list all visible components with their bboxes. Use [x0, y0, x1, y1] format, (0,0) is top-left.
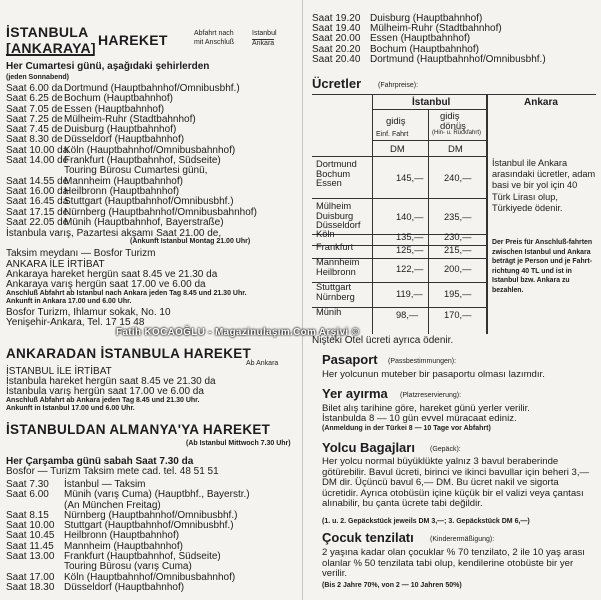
schedule-destination: Essen (Hauptbahnhof) [64, 103, 165, 115]
dm-label-2: DM [448, 144, 463, 155]
price-round-trip: 200,— [444, 264, 472, 274]
schedule-time: Saat 22.05 de [6, 216, 69, 228]
schedule-to-istanbul [6, 84, 298, 228]
title-istanbula: İSTANBULA [6, 24, 89, 40]
price-round-trip: 170,— [444, 309, 472, 320]
schedule-time: Saat 14.00 de [6, 155, 69, 167]
istanbula-varis: İstanbula varış, Pazartesi akşamı Saat 21.00 de, [6, 228, 222, 239]
header-mit-anschluss: mit Anschluß [194, 39, 235, 46]
bosfor-taksim-line: Bosfor — Turizm Taksim mete cad. tel. 48 51 51 [6, 466, 219, 477]
ankara-varis-line: Ankaraya varış hergün saat 17.00 ve 6.00 da [6, 279, 206, 290]
schedule-destination: Touring Bürosu Cumartesi günü, [64, 165, 208, 177]
price-city: Frankfurt [316, 242, 354, 252]
price-one-way: 140,— [396, 212, 424, 222]
schedule-time: Saat 20.40 [312, 53, 361, 65]
ab-istanbul-mittwoch: (Ab Istanbul Mittwoch 7.30 Uhr) [186, 440, 291, 447]
schedule-destination: Mannheim (Hauptbahnhof) [64, 540, 183, 552]
bosfor-address: Bosfor Turizm, Ihlamur sokak, No. 10 [6, 307, 171, 318]
schedule-time: Saat 18.30 [6, 581, 55, 593]
bagaj-note: (1. u. 2. Gepäckstück jeweils DM 3,—; 3. Gepäckstück DM 6,—) [322, 518, 530, 525]
header-ankara: Ankara [252, 40, 275, 47]
yer-ayirma-heading: Yer ayırma [322, 386, 388, 401]
col-ankara: Ankara [524, 97, 558, 108]
schedule-destination: Düsseldorf (Hauptbahnhof) [64, 134, 185, 146]
ankara-hareket-line: Ankaraya hareket hergün saat 8.45 ve 21.30 da [6, 269, 218, 280]
ankara-anschluss-note: Anschluß Abfahrt ab Istanbul nach Ankara jeden Tag 8.45 und 21.30 Uhr. [6, 290, 247, 297]
price-row-separator [312, 198, 486, 199]
schedule-time: Saat 19.40 [312, 23, 361, 35]
schedule-destination: Stuttgart (Hauptbahnhof/Omnibusbhf.) [64, 520, 234, 532]
price-round-trip: 215,— [444, 244, 472, 255]
schedule-time: Saat 8.15 [6, 509, 49, 521]
schedule-row [6, 583, 298, 593]
bagaj-heading: Yolcu Bagajları [322, 440, 415, 455]
yer-ayirma-de: (Platzreservierung): [400, 392, 462, 399]
cumartesi-line: Her Cumartesi günü, aşağıdaki şehirlerden [6, 61, 210, 72]
price-one-way: 119,— [396, 289, 423, 299]
schedule-to-germany [6, 480, 298, 593]
schedule-time: Saat 11.45 [6, 540, 54, 552]
price-one-way: 125,— [396, 244, 424, 255]
schedule-destination: Stuttgart (Hauptbahnhof/Omnibusbhf.) [64, 196, 234, 208]
watermark-text: Fatih KOCAOĞLU - Magazinulaşım.Com Arşivi © [116, 327, 360, 338]
schedule-time: Saat 7.25 de [6, 113, 63, 125]
schedule-time: Saat 7.05 de [6, 103, 63, 115]
schedule-destination: (An München Freitag) [64, 499, 161, 511]
schedule-destination: Mülheim-Ruhr (Stadtbahnhof) [370, 23, 502, 35]
price-one-way: 98,— [396, 309, 419, 320]
column-divider [302, 0, 303, 600]
section-almanya-title: İSTANBULDAN ALMANYA'YA HAREKET [6, 422, 271, 437]
schedule-time: Saat 10.00 [6, 520, 55, 532]
cocuk-text: 2 yaşına kadar olan çocuklar % 70 tenzilato, 2 ile 10 yaş arası olanlar % 50 tenzilata tabi olup, kendilerine otobüste bir yer verilir. [322, 547, 585, 580]
price-round-trip: 240,— [444, 173, 472, 183]
schedule-destination: Bochum (Hauptbahnhof) [370, 43, 479, 55]
cocuk-de: (Kinderermäßigung): [430, 536, 495, 543]
schedule-destination: Heilbronn (Hauptbahnhof) [64, 185, 180, 197]
schedule-time: Saat 7.30 [6, 479, 49, 490]
schedule-time: Saat 16.45 da [6, 196, 69, 208]
title-hareket: HAREKET [98, 32, 168, 48]
price-city: Stuttgart Nürnberg [316, 282, 355, 302]
istanbul-hareket-line: İstanbula hareket hergün saat 8.45 ve 21.30 da [6, 376, 216, 387]
yenisehir-address: Yenişehir-Ankara, Tel. 17 15 48 [6, 317, 145, 328]
col-einf-fahrt: Einf. Fahrt [376, 131, 409, 138]
price-city: Münih [316, 307, 342, 317]
pasaport-text: Her yolcunun muteber bir pasaportu olması lazımdır. [322, 369, 545, 380]
schedule-row [312, 55, 596, 65]
schedule-time: Saat 6.00 [6, 489, 49, 501]
ankara-fare-note: İstanbul ile Ankara arasındaki ücretler, adam basi ve bir yol için 40 Türk Lirası olup, Türkiyede ödenir. [492, 158, 596, 213]
price-round-trip: 230,— [444, 231, 472, 242]
schedule-row [6, 218, 298, 228]
jeden-sonnabend: (jeden Sonnabend) [6, 74, 69, 81]
schedule-destination: Frankfurt (Hauptbahnhof, Südseite) [64, 551, 221, 563]
ankara-ankunft-note: Ankunft in Ankara 17.00 und 6.00 Uhr. [6, 298, 132, 305]
price-city: Mannheim Heilbronn [316, 257, 360, 277]
schedule-time: Saat 17.00 [6, 571, 55, 583]
schedule-time: Saat 7.45 de [6, 124, 63, 136]
price-city: Mülheim Duisburg Düsseldorf [316, 201, 361, 231]
schedule-time: Saat 20.00 [312, 33, 361, 45]
schedule-continued [312, 14, 596, 65]
ankara-irtibat: ANKARA İLE İRTİBAT [6, 259, 105, 270]
schedule-time: Saat 20.20 [312, 43, 361, 55]
price-one-way: 122,— [396, 264, 424, 274]
header-istanbul: Istanbul [252, 30, 277, 37]
schedule-destination: Münih (Hauptbahnhof, Bayerstraße) [64, 216, 224, 228]
schedule-destination: Münih (varış Cuma) (Hauptbhf., Bayerstr.) [64, 489, 250, 501]
title-ankaraya: [ANKARAYA] [6, 40, 96, 56]
ankunft-note: (Ankunft Istanbul Montag 21.00 Uhr) [130, 238, 251, 245]
schedule-destination: Köln (Hauptbahnhof/Omnibusbahnhof) [64, 571, 236, 583]
bagaj-de: (Gepäck): [430, 446, 461, 453]
schedule-destination: Köln (Hauptbahnhof/Omnibusbahnhof) [64, 144, 236, 156]
pasaport-de: (Passbestimmungen): [388, 358, 457, 365]
col-istanbul: İstanbul [412, 97, 451, 108]
header-abfahrt: Abfahrt nach [194, 30, 234, 37]
schedule-time: Saat 14.55 de [6, 175, 69, 187]
col-hin-ruck: (Hin- u. Rückfahrt) [432, 130, 482, 136]
istanbul-ankunft-note: Ankunft in Istanbul 17.00 und 6.00 Uhr. [6, 405, 135, 412]
schedule-destination: Bochum (Hauptbahnhof) [64, 93, 173, 105]
nisteki-otel: Nişteki Otel ücreti ayrıca ödenir. [312, 335, 454, 346]
col-gidis: gidiş [386, 116, 406, 127]
section-ankaradan-title: ANKARADAN İSTANBULA HAREKET [6, 346, 252, 361]
schedule-destination: Duisburg (Hauptbahnhof) [64, 124, 177, 136]
yer-ayirma-text2: İstanbulda 8 — 10 gün evvel müracaat ediniz. [322, 413, 517, 424]
schedule-destination: Essen (Hauptbahnhof) [370, 33, 471, 45]
col-gidis-donus: gidiş dönüş [440, 111, 466, 132]
istanbul-anschluss-note: Anschluß Abfahrt ab Ankara jeden Tag 8.45 und 21.30 Uhr. [6, 397, 200, 404]
ab-ankara: Ab Ankara [246, 360, 279, 367]
schedule-time: Saat 10.45 [6, 530, 55, 542]
price-city: Dortmund Bochum Essen [316, 159, 357, 189]
bagaj-text: Her yolcu normal büyüklükte yalnız 3 bavul beraberinde götürebilir. Bavul ücreti, birinci ve ikinci bavullar için beheri 3,— DM dir. Üçüncü bavul 6,— DM. Bu ücret nakil ve sigorta ücretidir. Ayrıca otobüsün içine küçük bir el valizi veya çantası alınabilir, bu çanta ücrete tabi değildir. [322, 456, 590, 510]
taksim-line: Taksim meydanı — Bosfor Turizm [6, 248, 156, 259]
schedule-destination: Frankfurt (Hauptbahnhof, Südseite) [64, 155, 221, 167]
schedule-time: Saat 10.00 da [6, 144, 69, 156]
schedule-destination: Nürnberg (Hauptbahnhof/Omnibusbahnhof) [64, 206, 257, 218]
schedule-time: Saat 19.20 [312, 13, 361, 24]
schedule-destination: Mülheim-Ruhr (Stadtbahnhof) [64, 113, 196, 125]
yer-ayirma-text1: Bilet alış tarihine göre, hareket günü yerler verilir. [322, 403, 530, 414]
istanbul-varis-line: İstanbula varış hergün saat 17.00 ve 6.00 da [6, 386, 204, 397]
carsamba-line: Her Çarşamba günü sabah Saat 7.30 da [6, 456, 194, 467]
schedule-destination: Düsseldorf (Hauptbahnhof) [64, 581, 185, 593]
schedule-destination: Mannheim (Hauptbahnhof) [64, 175, 183, 187]
fahrpreise-label: (Fahrpreise): [378, 82, 419, 89]
schedule-destination: Duisburg (Hauptbahnhof) [370, 13, 483, 24]
schedule-destination: İstanbul — Taksim [64, 479, 146, 490]
price-table [312, 94, 596, 334]
schedule-destination: Dortmund (Hauptbahnhof/Omnibusbhf.) [370, 53, 546, 65]
cocuk-heading: Çocuk tenzilatı [322, 530, 414, 545]
ucretler-heading: Ücretler [312, 76, 362, 91]
dm-label-1: DM [390, 144, 405, 155]
price-round-trip: 195,— [444, 289, 472, 299]
istanbul-irtibat: İSTANBUL İLE İRTİBAT [6, 366, 112, 377]
price-round-trip: 235,— [444, 212, 472, 222]
schedule-destination: Dortmund (Hauptbahnhof/Omnibusbhf.) [64, 83, 240, 94]
schedule-time: Saat 17.15 de [6, 206, 69, 218]
price-one-way: 145,— [396, 173, 424, 183]
ankara-fare-note-de: Der Preis für Anschluß-fahrten zwischen Istanbul und Ankara beträgt je Person und je Fahrt-richtung 40 TL und ist in Istanbul bzw. Ankara zu bezahlen. [492, 239, 593, 294]
yer-ayirma-note: (Anmeldung in der Türkei 8 — 10 Tage vor Abfahrt) [322, 425, 491, 432]
schedule-time: Saat 13.00 [6, 551, 55, 563]
cocuk-note: (Bis 2 Jahre 70%, von 2 — 10 Jahren 50%) [322, 582, 462, 589]
schedule-time: Saat 6.25 de [6, 93, 63, 105]
schedule-time: Saat 16.00 da [6, 185, 69, 197]
schedule-destination: Heilbronn (Hauptbahnhof) [64, 530, 180, 542]
schedule-destination: Touring Bürosu (varış Cuma) [64, 561, 192, 573]
schedule-time: Saat 8.30 de [6, 134, 63, 146]
schedule-time: Saat 6.00 da [6, 83, 63, 94]
pasaport-heading: Pasaport [322, 352, 378, 367]
schedule-destination: Nürnberg (Hauptbahnhof/Omnibusbhf.) [64, 509, 238, 521]
price-one-way: 135,— [396, 231, 424, 242]
price-city: Köln [316, 229, 335, 239]
